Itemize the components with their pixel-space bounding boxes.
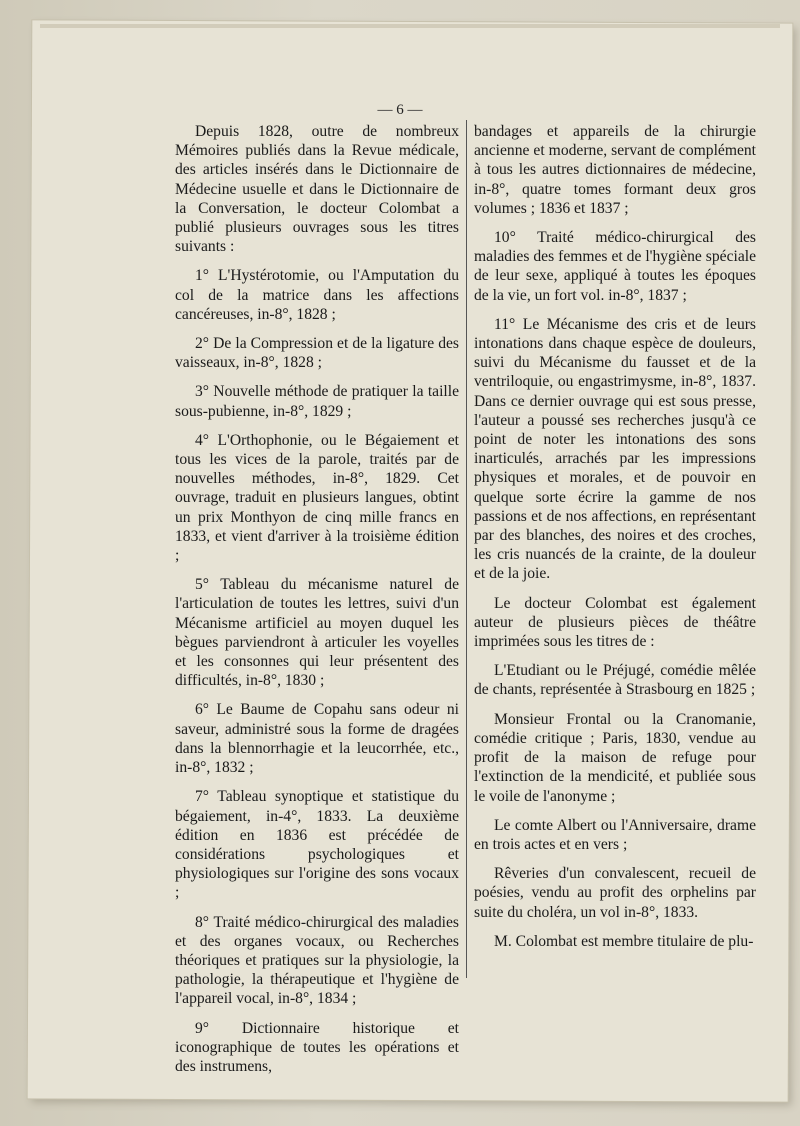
paragraph: 6° Le Baume de Copahu sans odeur ni saveur, administré sous la forme de dragées dans la blennorrhagie et la leucorrhée, etc., in-8°, 1832 ;: [175, 701, 459, 777]
paragraph: M. Colombat est membre titulaire de plu-: [494, 932, 754, 950]
column-divider: [466, 120, 467, 978]
paragraph: 10° Traité médico-chirurgical des maladies des femmes et de l'hygiène spéciale de leur sexe, appliqué à toutes les époques de la vie, un fort vol. in-8°, 1837 ;: [474, 229, 756, 304]
paragraph: L'Etudiant ou le Préjugé, comédie mêlée de chants, représentée à Strasbourg en 1825 ;: [474, 662, 756, 699]
paragraph: Rêveries d'un convalescent, recueil de poésies, vendu au profit des orphelins par suite du choléra, un vol in-8°, 1833.: [474, 865, 756, 921]
paragraph: Le comte Albert ou l'Anniversaire, drame en trois actes et en vers ;: [474, 816, 756, 853]
paragraph: 11° Le Mécanisme des cris et de leurs intonations dans chaque espèce de douleurs, suivi du Mécanisme du fausset et de la ventriloquie, ou engastrimysme, in-8°, 1837. Dans ce dernier ouvrage qui est sous presse, l'auteur a poussé ses recherches jusqu'à ce point de noter les intonations des sons inarticulés, arrachés par les impressions physiques et morales, et de pouvoir en quelque sorte écrire la gamme de nos passions et de nos affections, en représentant par des blanches, des noires et des croches, les cris nuancés de la crainte, de la douleur et de la joie.: [474, 315, 756, 583]
paragraph: 8° Traité médico-chirurgical des maladies et des organes vocaux, ou Recherches théoriques et pratiques sur la physiologie, la pathologie, la thérapeutique et l'hygiène de l'appareil vocal, in-8°, 1834 ;: [175, 913, 459, 1008]
paragraph: 5° Tableau du mécanisme naturel de l'articulation de toutes les lettres, suivi d'un Mécanisme artificiel au moyen duquel les bègues parviendront à articuler les voyelles et les consonnes qui leur présentent des difficultés, in-8°, 1830 ;: [175, 576, 459, 690]
paragraph: 1° L'Hystérotomie, ou l'Amputation du col de la matrice dans les affections cancéreuses, in-8°, 1828 ;: [175, 267, 459, 323]
paragraph: 7° Tableau synoptique et statistique du bégaiement, in-4°, 1833. La deuxième édition en 1836 est précédée de considérations psychologiques et physiologiques sur l'origine des sons vocaux ;: [175, 788, 459, 902]
left-column: [175, 122, 459, 1086]
paragraph: 3° Nouvelle méthode de pratiquer la taille sous-pubienne, in-8°, 1829 ;: [175, 383, 459, 420]
page-number: — 6 —: [377, 102, 423, 118]
paragraph: bandages et appareils de la chirurgie ancienne et moderne, servant de complément à tous les autres dictionnaires de médecine, in-8°, quatre tomes formant deux gros volumes ; 1836 et 1837 ;: [474, 123, 756, 217]
paragraph: 4° L'Orthophonie, ou le Bégaiement et tous les vices de la parole, traités par de nouvelles méthodes, in-8°, 1829. Cet ouvrage, traduit en plusieurs langues, obtint un prix Monthyon de cinq mille francs en 1833, et vient d'arriver à la troisième édition ;: [175, 431, 459, 565]
paragraph: 9° Dictionnaire historique et iconographique de toutes les opérations et des instrumens,: [175, 1019, 459, 1075]
paragraph: Le docteur Colombat est également auteur de plusieurs pièces de théâtre imprimées sous les titres de :: [474, 594, 756, 651]
right-column: [474, 122, 756, 961]
page-edge: [40, 24, 780, 28]
paragraph: 2° De la Compression et de la ligature des vaisseaux, in-8°, 1828 ;: [175, 335, 459, 372]
paragraph: Monsieur Frontal ou la Cranomanie, comédie critique ; Paris, 1830, vendue au profit de la maison de refuge pour l'extinction de la mendicité, et publiée sous le voile de l'anonyme ;: [474, 710, 756, 805]
paragraph: Depuis 1828, outre de nombreux Mémoires publiés dans la Revue médicale, des articles insérés dans le Dictionnaire de Médecine usuelle et dans le Dictionnaire de la Conversation, le docteur Colombat a publié plusieurs ouvrages sous les titres suivants :: [175, 123, 459, 256]
